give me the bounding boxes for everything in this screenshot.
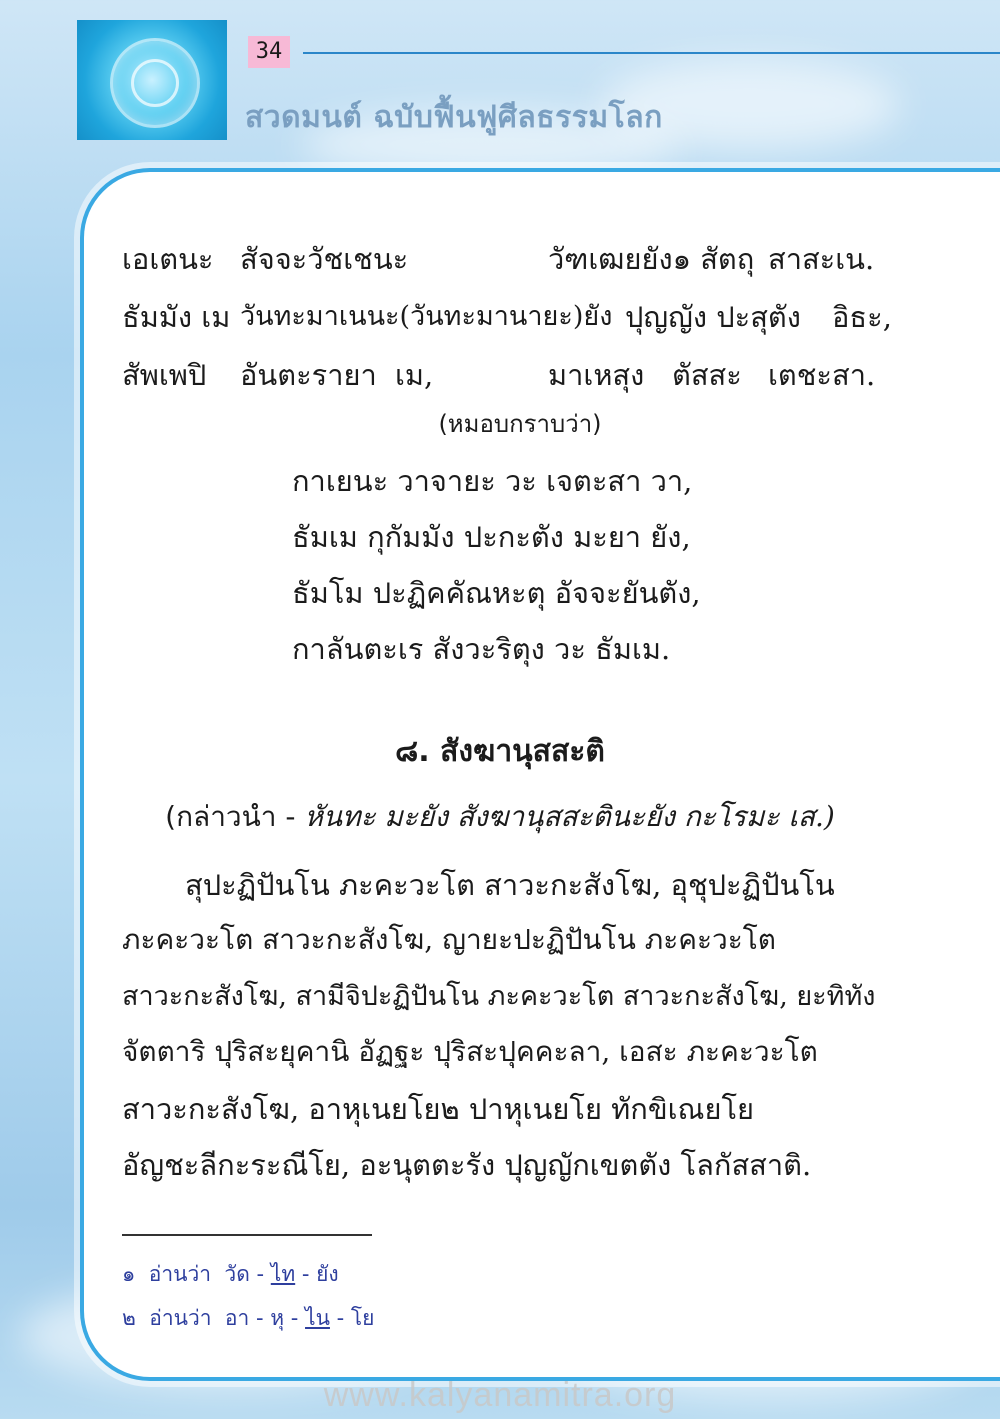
verse-word: สัจจะวัชเชนะ xyxy=(240,242,409,276)
body-line: สุปะฏิปันโน ภะคะวะโต สาวะกะสังโฆ, อุชุปะฏิปันโน xyxy=(185,868,835,902)
verse-word: เตชะสา. xyxy=(768,358,876,392)
verse-line: กาเยนะ วาจายะ วะ เจตะสา วา, xyxy=(292,464,693,498)
verse-word: วันทะมาเนนะ(วันทะมานายะ)ยัง xyxy=(240,301,613,332)
verse-word: สาสะเน. xyxy=(768,242,875,276)
body-line: สาวะกะสังโฆ, อาหุเนยโย๒ ปาหุเนยโย ทักขิเณยโย xyxy=(122,1092,755,1126)
verse-word: มาเหสุง xyxy=(548,358,645,392)
verse-line: ธัมเม กุกัมมัง ปะกะตัง มะยา ยัง, xyxy=(292,520,691,554)
header-rule xyxy=(303,52,1000,54)
verse-word: เอเตนะ xyxy=(122,242,214,276)
book-title: สวดมนต์ ฉบับฟื้นฟูศีลธรรมโลก xyxy=(245,100,663,135)
footnote-1: ๑ อ่านว่า วัด - ไท - ยัง xyxy=(122,1262,339,1286)
logo-emblem-icon xyxy=(131,59,179,107)
syllable: อา xyxy=(224,1306,250,1330)
syllable: ยัง xyxy=(316,1262,339,1286)
syllable: วัด xyxy=(224,1262,250,1286)
verse-word: ธัมมัง เม xyxy=(122,300,231,334)
syllable-underlined: ไน xyxy=(305,1306,330,1330)
footnote-number: ๒ xyxy=(122,1306,136,1330)
verse-word: อิธะ, xyxy=(832,300,892,334)
footnote-number: ๑ xyxy=(122,1262,136,1286)
footnote-rule xyxy=(122,1234,372,1236)
body-line: จัตตาริ ปุริสะยุคานิ อัฏฐะ ปุริสะปุคคะลา, เอสะ ภะคะวะโต xyxy=(122,1035,818,1068)
body-line: ภะคะวะโต สาวะกะสังโฆ, ญายะปะฏิปันโน ภะคะวะโต xyxy=(122,923,776,956)
body-line: อัญชะลีกะระณีโย, อะนุตตะรัง ปุญญักเขตตัง โลกัสสาติ. xyxy=(122,1148,812,1182)
body-line: สาวะกะสังโฆ, สามีจิปะฏิปันโน ภะคะวะโต สาวะกะสังโฆ, ยะทิทัง xyxy=(122,981,876,1012)
syllable-underlined: ไท xyxy=(270,1262,296,1286)
lead-chant: หันทะ มะยัง สังฆานุสสะตินะยัง กะโรมะ เส.) xyxy=(304,800,835,833)
verse-line: กาลันตะเร สังวะริตุง วะ ธัมเม. xyxy=(292,632,671,666)
verse-word: ปุญญัง ปะสุตัง xyxy=(625,300,801,334)
footnote-label: อ่านว่า xyxy=(149,1306,212,1330)
bow-note: (หมอบกราบว่า) xyxy=(438,410,602,438)
verse-word: สัพเพปิ xyxy=(122,358,207,392)
verse-word: ตัสสะ xyxy=(672,358,742,392)
footnote-2: ๒ อ่านว่า อา - หุ - ไน - โย xyxy=(122,1306,375,1330)
footer-url: www.kalyanamitra.org xyxy=(323,1376,677,1414)
verse-word: อันตะรายา xyxy=(240,358,377,392)
lead-prefix: (กล่าวนำ - xyxy=(165,800,305,833)
syllable: โย xyxy=(350,1306,375,1330)
section-lead xyxy=(0,795,1000,839)
page-number: 34 xyxy=(248,36,290,68)
syllable: หุ xyxy=(270,1306,285,1330)
logo xyxy=(77,20,227,140)
verse-line: ธัมโม ปะฏิคคัณหะตุ อัจจะยันตัง, xyxy=(292,576,701,610)
section-heading: ๘. สังฆานุสสะติ xyxy=(395,734,605,769)
verse-word: เม, xyxy=(395,358,434,392)
footnote-label: อ่านว่า xyxy=(148,1262,212,1286)
verse-word: วัฑเฒยยัง๑ สัตถุ xyxy=(548,242,755,276)
